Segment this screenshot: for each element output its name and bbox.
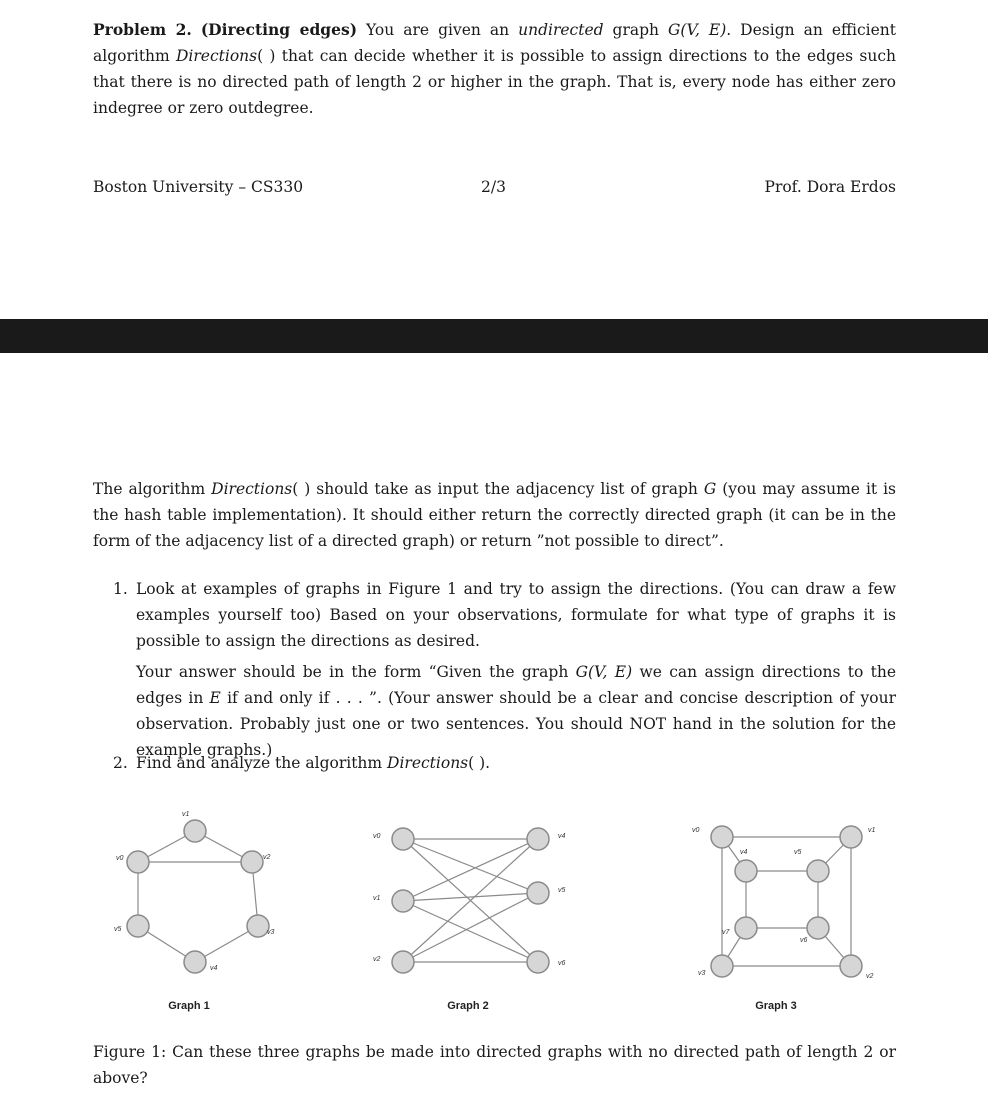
text-run: Your answer should be in the form “Given the graph: [136, 663, 576, 681]
text-run: graph: [603, 21, 669, 39]
text-run: You are given an: [357, 21, 519, 39]
text-run: undirected: [518, 21, 604, 39]
graph3-node-v5: [807, 860, 829, 882]
graph3-node-v7: [735, 917, 757, 939]
footer-course: Boston University – CS330: [93, 178, 304, 196]
graph2-node-v4: [527, 828, 549, 850]
graph3-node-label-v4: v4: [740, 849, 748, 856]
graph2-node-label-v0: v0: [373, 833, 381, 840]
graph2-node-label-v2: v2: [373, 956, 381, 963]
text-run: if and only if . . . ”. (Your answer should be a clear and concise description of your observation. Probably just one or two sentences. You should NOT hand in the solution for the example graphs.): [136, 689, 896, 759]
item-number-2: 2.: [113, 754, 128, 772]
math-run: G(V, E): [668, 21, 727, 39]
graph1-node-v3: [247, 915, 269, 937]
graph3-node-v3: [711, 955, 733, 977]
graph1-node-label-v4: v4: [210, 965, 218, 972]
graph3-node-label-v2: v2: [866, 973, 874, 980]
graph2-edge-v1-v4: [403, 839, 538, 901]
item-number-1: 1.: [113, 580, 128, 598]
question-1-instructions: [136, 659, 896, 763]
graph3-node-label-v6: v6: [800, 937, 808, 944]
graph3-node-label-v3: v3: [698, 970, 706, 977]
graph-3-label: Graph 3: [755, 1000, 797, 1012]
figure-graphs: [90, 800, 900, 1020]
graph3-node-v0: [711, 826, 733, 848]
footer-page-number: 2/3: [481, 178, 506, 196]
graph1-node-label-v3: v3: [267, 929, 275, 936]
math-run: G(V, E): [575, 663, 633, 681]
graph2-node-label-v6: v6: [558, 960, 566, 967]
page-footer: [93, 178, 896, 204]
problem-heading: Problem 2.: [93, 20, 192, 39]
text-run: ( ) should take as input the adjacency list of graph: [292, 480, 704, 498]
graph2-node-v2: [392, 951, 414, 973]
graph2-edge-v1-v6: [403, 901, 538, 962]
text-run: (you may assume it is the hash table implementation). It should either return the correctly directed graph (it can be in the form of the adjacency list of a directed graph) or return ”not possible to direct”.: [93, 480, 896, 550]
graph1-node-v2: [241, 851, 263, 873]
footer-instructor: Prof. Dora Erdos: [764, 178, 896, 196]
page-separator-bar: [0, 319, 988, 353]
graph-2-label: Graph 2: [447, 1000, 489, 1012]
graph2-edge-v2-v5: [403, 893, 538, 962]
graph-2: [373, 828, 566, 973]
text-run: . Design an efficient algorithm: [93, 21, 896, 65]
text-run: The algorithm: [93, 480, 212, 498]
graph1-node-label-v5: v5: [114, 926, 122, 933]
question-2-text: [136, 750, 896, 776]
algorithm-name: Directions: [211, 480, 293, 498]
algorithm-name: Directions: [176, 47, 258, 65]
graph-3: [692, 826, 876, 980]
graph3-node-label-v5: v5: [794, 849, 802, 856]
graph1-node-v0: [127, 851, 149, 873]
graph3-node-label-v1: v1: [868, 827, 876, 834]
graph-1: [114, 811, 275, 973]
graph2-node-label-v1: v1: [373, 895, 381, 902]
problem-title: (Directing edges): [200, 20, 358, 39]
text-run: Find and analyze the algorithm: [136, 754, 388, 772]
graph2-node-v6: [527, 951, 549, 973]
graph1-node-v1: [184, 820, 206, 842]
problem-statement: [93, 17, 896, 121]
text-run: ( ) that can decide whether it is possible to assign directions to the edges such that there is no directed path of length 2 or higher in the graph. That is, every node has either zero indegree or zero outdegree.: [93, 47, 896, 117]
graph1-node-label-v2: v2: [263, 854, 271, 861]
graph3-node-v6: [807, 917, 829, 939]
math-run: E: [209, 689, 221, 707]
graph2-node-v1: [392, 890, 414, 912]
graph2-node-label-v5: v5: [558, 887, 566, 894]
graph3-node-v1: [840, 826, 862, 848]
graph2-node-v5: [527, 882, 549, 904]
graph1-node-v4: [184, 951, 206, 973]
graph3-node-v4: [735, 860, 757, 882]
figure-caption: Figure 1: Can these three graphs be made into directed graphs with no directed path of length 2 or above?: [93, 1043, 896, 1087]
graph2-node-label-v4: v4: [558, 833, 566, 840]
text-run: ( ).: [468, 754, 491, 772]
graph-1-label: Graph 1: [168, 1000, 210, 1012]
graph3-node-label-v0: v0: [692, 827, 700, 834]
intro-paragraph: [93, 476, 896, 554]
graph3-node-v2: [840, 955, 862, 977]
graph3-node-label-v7: v7: [722, 929, 730, 936]
graph1-node-v5: [127, 915, 149, 937]
question-1-text: Look at examples of graphs in Figure 1 and try to assign the directions. (You can draw a few examples yourself too) Based on your observations, formulate for what type of graphs it is possible to assign the directions as desired.: [136, 580, 896, 650]
algorithm-name: Directions: [387, 754, 469, 772]
math-run: G: [703, 480, 717, 498]
graph2-edge-v0-v5: [403, 839, 538, 893]
graph2-node-v0: [392, 828, 414, 850]
graph1-node-label-v0: v0: [116, 855, 124, 862]
text-run: we can assign directions to the edges in: [136, 663, 896, 707]
graph1-node-label-v1: v1: [182, 811, 190, 818]
